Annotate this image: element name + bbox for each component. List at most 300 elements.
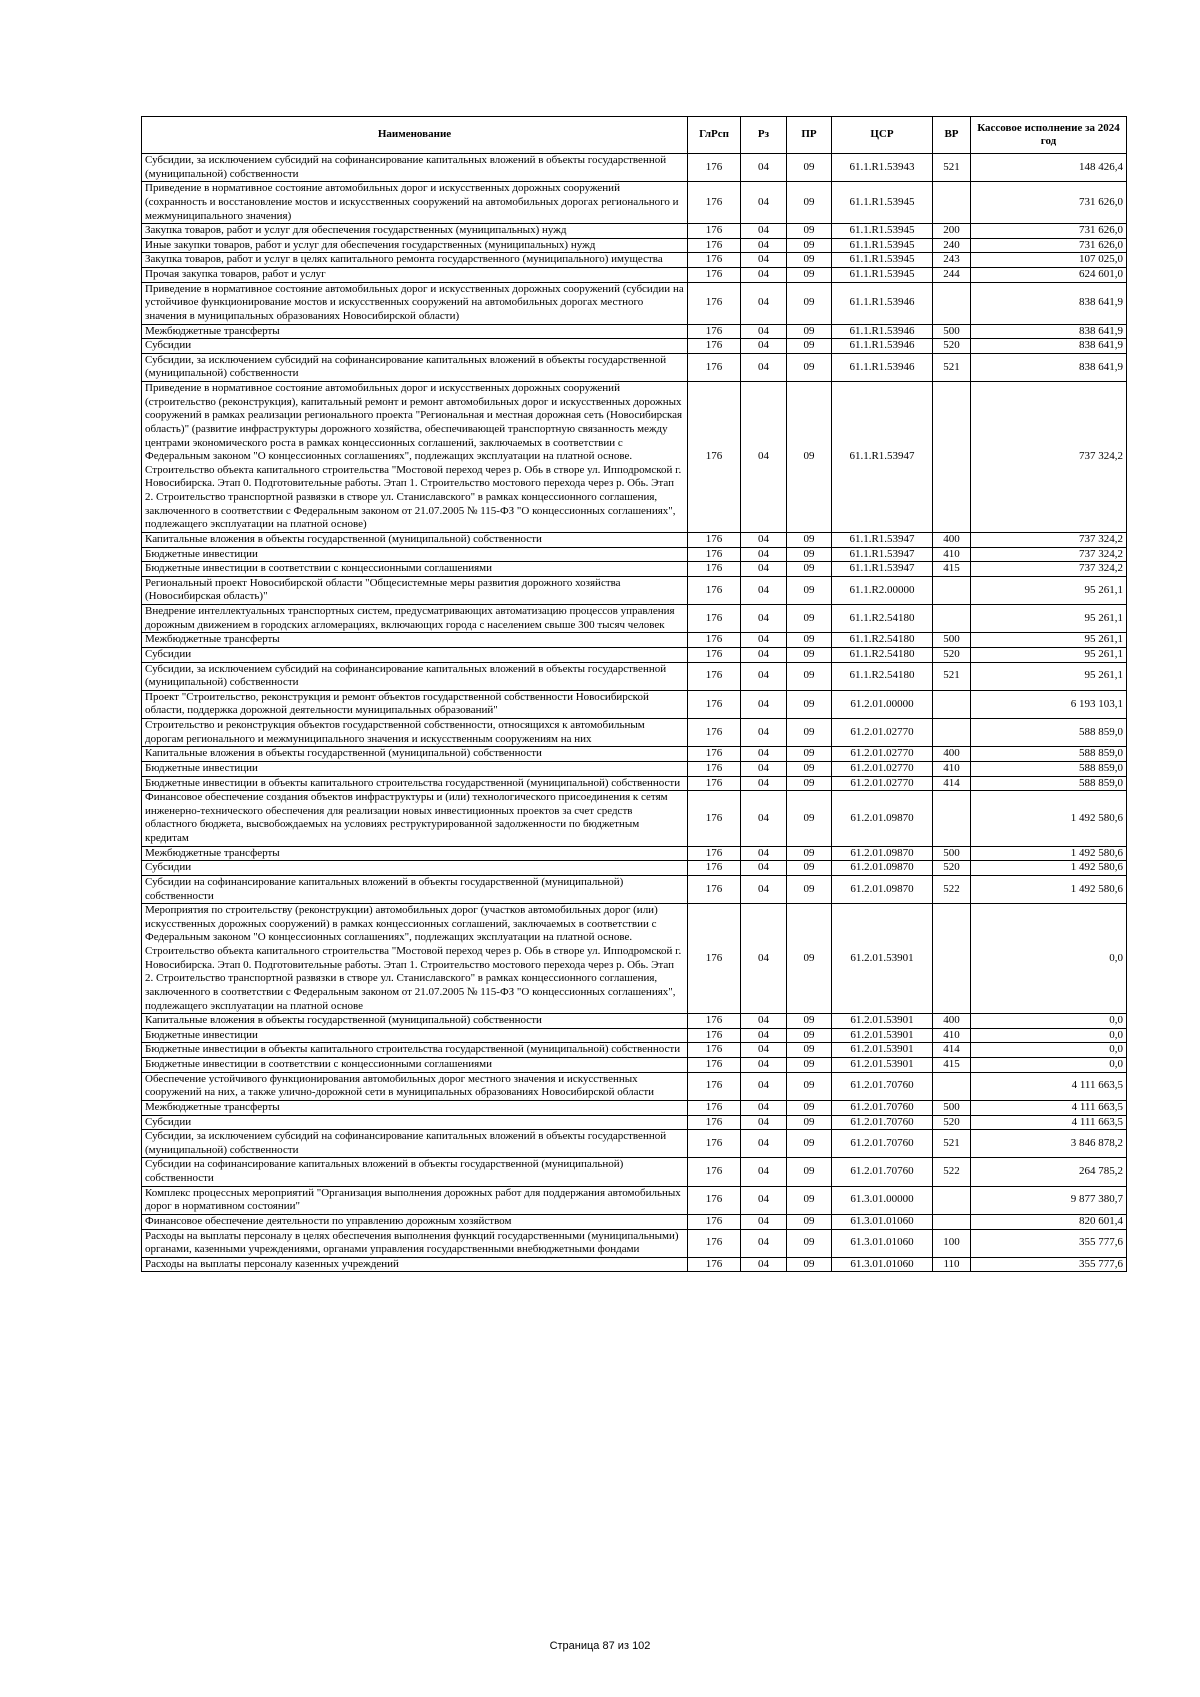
row-name: Закупка товаров, работ и услуг для обеспечения государственных (муниципальных) нужд xyxy=(142,224,688,239)
row-vr xyxy=(933,1214,971,1229)
row-rz: 04 xyxy=(741,719,787,747)
row-pr: 09 xyxy=(787,253,832,268)
table-row xyxy=(142,1014,1127,1029)
row-glrsp: 176 xyxy=(688,875,741,903)
row-glrsp: 176 xyxy=(688,339,741,354)
row-rz: 04 xyxy=(741,1014,787,1029)
row-csr: 61.3.01.00000 xyxy=(832,1186,933,1214)
row-vr: 522 xyxy=(933,875,971,903)
row-amount: 1 492 580,6 xyxy=(971,846,1127,861)
row-name: Бюджетные инвестиции xyxy=(142,547,688,562)
row-csr: 61.2.01.53901 xyxy=(832,904,933,1014)
row-vr: 521 xyxy=(933,662,971,690)
row-amount: 95 261,1 xyxy=(971,605,1127,633)
row-glrsp: 176 xyxy=(688,846,741,861)
row-vr: 520 xyxy=(933,339,971,354)
row-csr: 61.2.01.09870 xyxy=(832,875,933,903)
row-vr: 414 xyxy=(933,776,971,791)
row-pr: 09 xyxy=(787,791,832,847)
row-vr: 110 xyxy=(933,1257,971,1272)
row-pr: 09 xyxy=(787,1186,832,1214)
row-amount: 95 261,1 xyxy=(971,647,1127,662)
row-amount: 107 025,0 xyxy=(971,253,1127,268)
row-rz: 04 xyxy=(741,1058,787,1073)
row-vr: 414 xyxy=(933,1043,971,1058)
row-glrsp: 176 xyxy=(688,382,741,533)
row-pr: 09 xyxy=(787,747,832,762)
row-pr: 09 xyxy=(787,875,832,903)
row-vr xyxy=(933,690,971,718)
row-name: Бюджетные инвестиции в соответствии с концессионными соглашениями xyxy=(142,562,688,577)
row-csr: 61.1.R1.53946 xyxy=(832,339,933,354)
row-rz: 04 xyxy=(741,562,787,577)
row-csr: 61.2.01.00000 xyxy=(832,690,933,718)
row-glrsp: 176 xyxy=(688,904,741,1014)
row-vr xyxy=(933,904,971,1014)
table-row xyxy=(142,647,1127,662)
row-rz: 04 xyxy=(741,1028,787,1043)
row-name: Финансовое обеспечение деятельности по управлению дорожным хозяйством xyxy=(142,1214,688,1229)
row-pr: 09 xyxy=(787,1214,832,1229)
row-vr xyxy=(933,605,971,633)
row-name: Субсидии, за исключением субсидий на софинансирование капитальных вложений в объекты государственной (муниципальной) собственности xyxy=(142,154,688,182)
table-row xyxy=(142,761,1127,776)
table-body xyxy=(142,154,1127,1272)
row-name: Межбюджетные трансферты xyxy=(142,633,688,648)
table-row xyxy=(142,353,1127,381)
row-glrsp: 176 xyxy=(688,532,741,547)
row-rz: 04 xyxy=(741,904,787,1014)
row-rz: 04 xyxy=(741,339,787,354)
row-glrsp: 176 xyxy=(688,1115,741,1130)
row-amount: 588 859,0 xyxy=(971,747,1127,762)
row-csr: 61.1.R1.53945 xyxy=(832,238,933,253)
row-glrsp: 176 xyxy=(688,791,741,847)
row-amount: 9 877 380,7 xyxy=(971,1186,1127,1214)
table-row xyxy=(142,253,1127,268)
row-name: Субсидии xyxy=(142,647,688,662)
row-pr: 09 xyxy=(787,605,832,633)
row-csr: 61.3.01.01060 xyxy=(832,1214,933,1229)
row-glrsp: 176 xyxy=(688,282,741,324)
row-name: Приведение в нормативное состояние автомобильных дорог и искусственных дорожных сооружений (строительство (реконструкция), капитальный ремонт и ремонт автомобильных дорог и искусственных дорожных сооружений в рамках реализации регионального проекта "Региональная и местная дорожная сеть (Новосибирская область)" (развитие инфраструктуры дорожного хозяйства, обеспечивающей транспортную связанность между центрами экономического роста в рамках концессионных соглашений, заключаемых в соответствии с Федеральным законом "О концессионных соглашениях", подлежащих эксплуатации на платной основе. Строительство объекта капитального строительства "Мостовой переход через р. Обь в створе ул. Ипподромской г. Новосибирска. Этап 0. Подготовительные работы. Этап 1. Строительство мостового перехода через р. Обь. Этап 2. Строительство транспортной развязки в створе ул. Станиславского" в рамках концессионного соглашения, заключенного в соответствии с Федеральным законом от 21.07.2005 № 115-ФЗ "О концессионных соглашениях", подлежащего эксплуатации на платной основе) xyxy=(142,382,688,533)
table-row xyxy=(142,382,1127,533)
table-row xyxy=(142,1100,1127,1115)
row-glrsp: 176 xyxy=(688,1186,741,1214)
row-vr: 500 xyxy=(933,1100,971,1115)
row-vr: 521 xyxy=(933,353,971,381)
row-rz: 04 xyxy=(741,662,787,690)
row-vr xyxy=(933,1072,971,1100)
row-name: Субсидии, за исключением субсидий на софинансирование капитальных вложений в объекты государственной (муниципальной) собственности xyxy=(142,662,688,690)
row-amount: 838 641,9 xyxy=(971,282,1127,324)
row-glrsp: 176 xyxy=(688,224,741,239)
row-amount: 3 846 878,2 xyxy=(971,1130,1127,1158)
row-glrsp: 176 xyxy=(688,1158,741,1186)
row-amount: 264 785,2 xyxy=(971,1158,1127,1186)
row-rz: 04 xyxy=(741,154,787,182)
row-rz: 04 xyxy=(741,776,787,791)
row-glrsp: 176 xyxy=(688,747,741,762)
row-glrsp: 176 xyxy=(688,1058,741,1073)
row-rz: 04 xyxy=(741,647,787,662)
row-name: Региональный проект Новосибирской области "Общесистемные меры развития дорожного хозяйства (Новосибирская область)" xyxy=(142,576,688,604)
row-name: Субсидии на софинансирование капитальных вложений в объекты государственной (муниципальной) собственности xyxy=(142,1158,688,1186)
row-vr: 415 xyxy=(933,1058,971,1073)
row-glrsp: 176 xyxy=(688,1014,741,1029)
row-glrsp: 176 xyxy=(688,353,741,381)
row-name: Иные закупки товаров, работ и услуг для обеспечения государственных (муниципальных) нужд xyxy=(142,238,688,253)
row-vr: 500 xyxy=(933,324,971,339)
row-name: Строительство и реконструкция объектов государственной собственности, относящихся к автомобильным дорогам регионального и межмуниципального значения и искусственным сооружениям на них xyxy=(142,719,688,747)
row-rz: 04 xyxy=(741,238,787,253)
row-glrsp: 176 xyxy=(688,633,741,648)
row-glrsp: 176 xyxy=(688,182,741,224)
row-pr: 09 xyxy=(787,1072,832,1100)
row-glrsp: 176 xyxy=(688,1214,741,1229)
row-vr: 400 xyxy=(933,1014,971,1029)
row-vr xyxy=(933,382,971,533)
row-csr: 61.1.R1.53943 xyxy=(832,154,933,182)
row-vr: 500 xyxy=(933,846,971,861)
row-rz: 04 xyxy=(741,1229,787,1257)
page-label: Страница xyxy=(549,1640,600,1652)
row-vr: 410 xyxy=(933,761,971,776)
row-pr: 09 xyxy=(787,224,832,239)
row-csr: 61.3.01.01060 xyxy=(832,1229,933,1257)
row-csr: 61.2.01.09870 xyxy=(832,861,933,876)
row-vr: 521 xyxy=(933,1130,971,1158)
row-rz: 04 xyxy=(741,1115,787,1130)
row-glrsp: 176 xyxy=(688,268,741,283)
row-rz: 04 xyxy=(741,861,787,876)
row-name: Прочая закупка товаров, работ и услуг xyxy=(142,268,688,283)
row-rz: 04 xyxy=(741,761,787,776)
row-glrsp: 176 xyxy=(688,1028,741,1043)
row-rz: 04 xyxy=(741,875,787,903)
table-row xyxy=(142,1115,1127,1130)
row-amount: 95 261,1 xyxy=(971,576,1127,604)
table-row xyxy=(142,791,1127,847)
row-glrsp: 176 xyxy=(688,719,741,747)
row-glrsp: 176 xyxy=(688,1257,741,1272)
row-amount: 4 111 663,5 xyxy=(971,1100,1127,1115)
row-csr: 61.2.01.53901 xyxy=(832,1028,933,1043)
table-row xyxy=(142,224,1127,239)
table-row xyxy=(142,154,1127,182)
row-amount: 0,0 xyxy=(971,1058,1127,1073)
row-csr: 61.1.R1.53945 xyxy=(832,253,933,268)
row-pr: 09 xyxy=(787,182,832,224)
row-name: Субсидии xyxy=(142,861,688,876)
row-name: Мероприятия по строительству (реконструкции) автомобильных дорог (участков автомобильных дорог (или) искусственных дорожных сооружений) в рамках концессионных соглашений, заключаемых в соответствии с Федеральным законом "О концессионных соглашениях", подлежащих эксплуатации на платной основе. Строительство объекта капитального строительства "Мостовой переход через р. Обь в створе ул. Ипподромской г. Новосибирска. Этап 0. Подготовительные работы. Этап 1. Строительство мостового перехода через р. Обь. Этап 2. Строительство транспортной развязки в створе ул. Станиславского" в рамках концессионного соглашения, заключенного в соответствии с Федеральным законом от 21.07.2005 № 115-ФЗ "О концессионных соглашениях", подлежащего эксплуатации на платной основе xyxy=(142,904,688,1014)
row-csr: 61.2.01.02770 xyxy=(832,776,933,791)
row-vr xyxy=(933,182,971,224)
row-amount: 1 492 580,6 xyxy=(971,791,1127,847)
row-csr: 61.2.01.53901 xyxy=(832,1058,933,1073)
table-row xyxy=(142,605,1127,633)
row-rz: 04 xyxy=(741,1130,787,1158)
table-row xyxy=(142,875,1127,903)
row-csr: 61.1.R1.53947 xyxy=(832,562,933,577)
row-amount: 838 641,9 xyxy=(971,339,1127,354)
row-pr: 09 xyxy=(787,1100,832,1115)
row-pr: 09 xyxy=(787,282,832,324)
table-row xyxy=(142,182,1127,224)
row-name: Бюджетные инвестиции xyxy=(142,761,688,776)
row-rz: 04 xyxy=(741,747,787,762)
row-glrsp: 176 xyxy=(688,324,741,339)
row-pr: 09 xyxy=(787,690,832,718)
table-row xyxy=(142,747,1127,762)
table-row xyxy=(142,1214,1127,1229)
row-name: Субсидии на софинансирование капитальных вложений в объекты государственной (муниципальной) собственности xyxy=(142,875,688,903)
row-glrsp: 176 xyxy=(688,1130,741,1158)
row-amount: 731 626,0 xyxy=(971,224,1127,239)
row-amount: 624 601,0 xyxy=(971,268,1127,283)
row-pr: 09 xyxy=(787,1014,832,1029)
row-csr: 61.1.R1.53945 xyxy=(832,224,933,239)
row-amount: 95 261,1 xyxy=(971,633,1127,648)
row-amount: 588 859,0 xyxy=(971,719,1127,747)
page-footer xyxy=(0,1640,1200,1652)
row-glrsp: 176 xyxy=(688,647,741,662)
row-amount: 355 777,6 xyxy=(971,1229,1127,1257)
row-amount: 6 193 103,1 xyxy=(971,690,1127,718)
row-pr: 09 xyxy=(787,761,832,776)
row-pr: 09 xyxy=(787,1028,832,1043)
row-vr: 410 xyxy=(933,1028,971,1043)
row-amount: 4 111 663,5 xyxy=(971,1115,1127,1130)
row-amount: 0,0 xyxy=(971,1043,1127,1058)
row-csr: 61.1.R2.00000 xyxy=(832,576,933,604)
row-amount: 737 324,2 xyxy=(971,532,1127,547)
row-csr: 61.1.R1.53947 xyxy=(832,547,933,562)
row-rz: 04 xyxy=(741,268,787,283)
row-pr: 09 xyxy=(787,719,832,747)
row-glrsp: 176 xyxy=(688,776,741,791)
table-row xyxy=(142,904,1127,1014)
row-amount: 838 641,9 xyxy=(971,324,1127,339)
header-csr: ЦСР xyxy=(832,117,933,154)
table-row xyxy=(142,1186,1127,1214)
header-glrsp: ГлРсп xyxy=(688,117,741,154)
row-vr: 200 xyxy=(933,224,971,239)
table-row xyxy=(142,1158,1127,1186)
row-csr: 61.1.R1.53945 xyxy=(832,268,933,283)
row-csr: 61.1.R2.54180 xyxy=(832,633,933,648)
row-csr: 61.1.R2.54180 xyxy=(832,605,933,633)
table-row xyxy=(142,339,1127,354)
row-vr: 244 xyxy=(933,268,971,283)
row-rz: 04 xyxy=(741,576,787,604)
row-name: Бюджетные инвестиции в объекты капитального строительства государственной (муниципальной) собственности xyxy=(142,776,688,791)
row-name: Проект "Строительство, реконструкция и ремонт объектов государственной собственности Новосибирской области, поддержка дорожной деятельности муниципальных образований" xyxy=(142,690,688,718)
row-vr: 520 xyxy=(933,1115,971,1130)
row-amount: 820 601,4 xyxy=(971,1214,1127,1229)
row-name: Закупка товаров, работ и услуг в целях капитального ремонта государственного (муниципального) имущества xyxy=(142,253,688,268)
table-row xyxy=(142,562,1127,577)
row-rz: 04 xyxy=(741,846,787,861)
row-amount: 737 324,2 xyxy=(971,562,1127,577)
row-csr: 61.2.01.09870 xyxy=(832,791,933,847)
row-pr: 09 xyxy=(787,382,832,533)
table-row xyxy=(142,1130,1127,1158)
row-amount: 0,0 xyxy=(971,1028,1127,1043)
row-amount: 731 626,0 xyxy=(971,182,1127,224)
row-pr: 09 xyxy=(787,547,832,562)
row-rz: 04 xyxy=(741,253,787,268)
row-pr: 09 xyxy=(787,532,832,547)
row-glrsp: 176 xyxy=(688,690,741,718)
header-pr: ПР xyxy=(787,117,832,154)
row-vr: 243 xyxy=(933,253,971,268)
row-csr: 61.2.01.70760 xyxy=(832,1100,933,1115)
row-pr: 09 xyxy=(787,576,832,604)
row-pr: 09 xyxy=(787,1058,832,1073)
row-vr xyxy=(933,1186,971,1214)
row-csr: 61.2.01.70760 xyxy=(832,1072,933,1100)
row-amount: 4 111 663,5 xyxy=(971,1072,1127,1100)
row-vr: 521 xyxy=(933,154,971,182)
table-row xyxy=(142,633,1127,648)
document-page xyxy=(141,116,1126,1272)
row-vr xyxy=(933,576,971,604)
row-glrsp: 176 xyxy=(688,576,741,604)
row-glrsp: 176 xyxy=(688,1229,741,1257)
row-rz: 04 xyxy=(741,1072,787,1100)
row-rz: 04 xyxy=(741,1043,787,1058)
table-row xyxy=(142,324,1127,339)
row-vr: 415 xyxy=(933,562,971,577)
row-name: Комплекс процессных мероприятий "Организация выполнения дорожных работ для поддержания автомобильных дорог в нормативном состоянии" xyxy=(142,1186,688,1214)
row-name: Субсидии xyxy=(142,1115,688,1130)
row-name: Субсидии, за исключением субсидий на софинансирование капитальных вложений в объекты государственной (муниципальной) собственности xyxy=(142,1130,688,1158)
table-row xyxy=(142,1229,1127,1257)
table-row xyxy=(142,690,1127,718)
row-name: Субсидии, за исключением субсидий на софинансирование капитальных вложений в объекты государственной (муниципальной) собственности xyxy=(142,353,688,381)
table-row xyxy=(142,1257,1127,1272)
row-glrsp: 176 xyxy=(688,1100,741,1115)
row-pr: 09 xyxy=(787,268,832,283)
row-name: Приведение в нормативное состояние автомобильных дорог и искусственных дорожных сооружений (сохранность и восстановление мостов и искусственных сооружений на автомобильных дорогах регионального и межмуниципального значения) xyxy=(142,182,688,224)
row-rz: 04 xyxy=(741,324,787,339)
row-amount: 737 324,2 xyxy=(971,382,1127,533)
row-csr: 61.2.01.70760 xyxy=(832,1115,933,1130)
row-amount: 731 626,0 xyxy=(971,238,1127,253)
row-amount: 1 492 580,6 xyxy=(971,875,1127,903)
row-pr: 09 xyxy=(787,238,832,253)
table-row xyxy=(142,268,1127,283)
row-amount: 838 641,9 xyxy=(971,353,1127,381)
row-glrsp: 176 xyxy=(688,253,741,268)
table-row xyxy=(142,861,1127,876)
row-csr: 61.1.R2.54180 xyxy=(832,647,933,662)
page-sep: из xyxy=(617,1640,629,1652)
row-glrsp: 176 xyxy=(688,238,741,253)
page-total: 102 xyxy=(632,1640,651,1652)
row-name: Финансовое обеспечение создания объектов инфраструктуры и (или) технологического присоединения к сетям инженерно-технического обеспечения для реализации новых инвестиционных проектов за счет средств областного бюджета, высвобождаемых на условиях реструктурированной задолженности по бюджетным кредитам xyxy=(142,791,688,847)
row-amount: 355 777,6 xyxy=(971,1257,1127,1272)
row-amount: 1 492 580,6 xyxy=(971,861,1127,876)
row-rz: 04 xyxy=(741,1214,787,1229)
table-row xyxy=(142,719,1127,747)
table-row xyxy=(142,282,1127,324)
row-csr: 61.1.R1.53946 xyxy=(832,324,933,339)
row-pr: 09 xyxy=(787,647,832,662)
row-amount: 0,0 xyxy=(971,1014,1127,1029)
row-glrsp: 176 xyxy=(688,662,741,690)
row-glrsp: 176 xyxy=(688,562,741,577)
row-pr: 09 xyxy=(787,776,832,791)
row-name: Бюджетные инвестиции в объекты капитального строительства государственной (муниципальной) собственности xyxy=(142,1043,688,1058)
row-rz: 04 xyxy=(741,532,787,547)
row-csr: 61.2.01.09870 xyxy=(832,846,933,861)
budget-table xyxy=(141,116,1127,1272)
row-vr: 500 xyxy=(933,633,971,648)
row-pr: 09 xyxy=(787,1158,832,1186)
row-vr: 400 xyxy=(933,532,971,547)
row-amount: 588 859,0 xyxy=(971,761,1127,776)
row-amount: 95 261,1 xyxy=(971,662,1127,690)
row-amount: 588 859,0 xyxy=(971,776,1127,791)
row-name: Субсидии xyxy=(142,339,688,354)
row-rz: 04 xyxy=(741,605,787,633)
row-pr: 09 xyxy=(787,353,832,381)
table-row xyxy=(142,1072,1127,1100)
row-amount: 0,0 xyxy=(971,904,1127,1014)
row-amount: 737 324,2 xyxy=(971,547,1127,562)
page-number: 87 xyxy=(602,1640,615,1652)
table-row xyxy=(142,1043,1127,1058)
row-rz: 04 xyxy=(741,1186,787,1214)
header-amount: Кассовое исполнение за 2024 год xyxy=(971,117,1127,154)
row-name: Обеспечение устойчивого функционирования автомобильных дорог местного значения и искусственных сооружений на них, а также улично-дорожной сети в муниципальных образованиях Новосибирской области xyxy=(142,1072,688,1100)
row-csr: 61.2.01.02770 xyxy=(832,761,933,776)
row-pr: 09 xyxy=(787,1257,832,1272)
row-vr xyxy=(933,282,971,324)
table-row xyxy=(142,576,1127,604)
row-vr: 100 xyxy=(933,1229,971,1257)
row-csr: 61.3.01.01060 xyxy=(832,1257,933,1272)
table-row xyxy=(142,662,1127,690)
row-csr: 61.2.01.70760 xyxy=(832,1158,933,1186)
table-row xyxy=(142,547,1127,562)
row-csr: 61.1.R1.53946 xyxy=(832,282,933,324)
row-csr: 61.1.R2.54180 xyxy=(832,662,933,690)
row-glrsp: 176 xyxy=(688,1072,741,1100)
row-pr: 09 xyxy=(787,154,832,182)
row-rz: 04 xyxy=(741,547,787,562)
row-pr: 09 xyxy=(787,324,832,339)
row-rz: 04 xyxy=(741,1257,787,1272)
row-pr: 09 xyxy=(787,1115,832,1130)
row-vr xyxy=(933,791,971,847)
row-csr: 61.2.01.02770 xyxy=(832,747,933,762)
row-glrsp: 176 xyxy=(688,761,741,776)
row-csr: 61.2.01.53901 xyxy=(832,1043,933,1058)
row-rz: 04 xyxy=(741,1100,787,1115)
row-pr: 09 xyxy=(787,562,832,577)
row-amount: 148 426,4 xyxy=(971,154,1127,182)
row-glrsp: 176 xyxy=(688,547,741,562)
row-rz: 04 xyxy=(741,382,787,533)
table-row xyxy=(142,846,1127,861)
row-vr: 410 xyxy=(933,547,971,562)
row-pr: 09 xyxy=(787,1229,832,1257)
row-vr: 522 xyxy=(933,1158,971,1186)
row-name: Капитальные вложения в объекты государственной (муниципальной) собственности xyxy=(142,747,688,762)
